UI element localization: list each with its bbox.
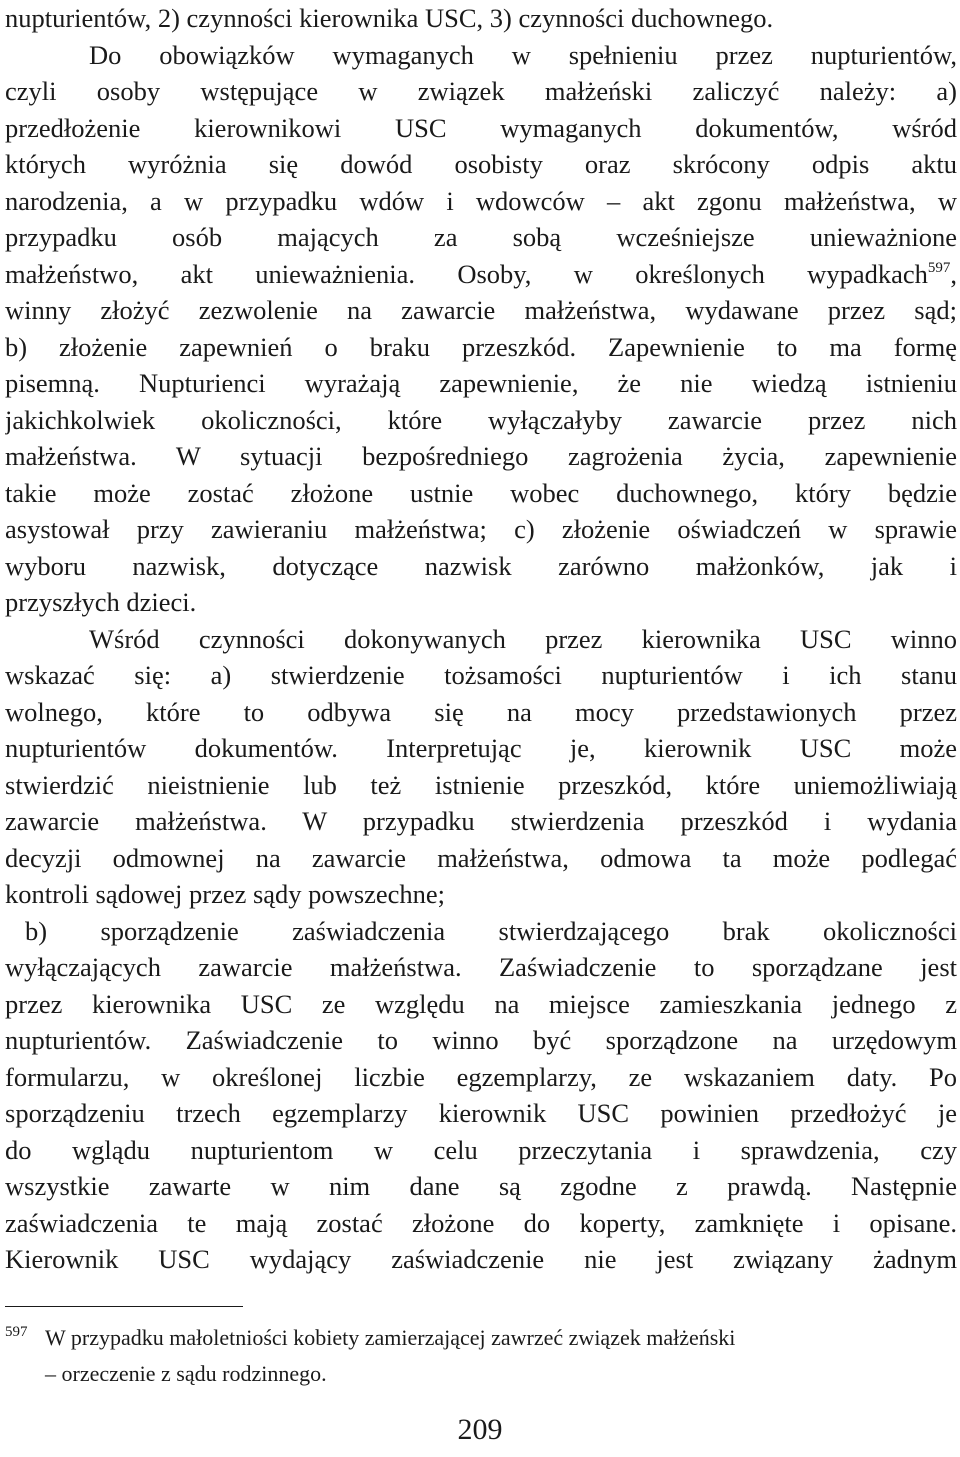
text-line: nupturientów. Zaświadczenie to winno być sporządzone na urzędowym [5, 1025, 957, 1055]
body-text [5, 0, 957, 1278]
text-line: przypadku osób mających za sobą wcześniejsze unieważnione [5, 222, 957, 252]
text-line: takie może zostać złożone ustnie wobec duchownego, który będzie [5, 477, 957, 508]
text-line: przedłożenie kierownikowi USC wymaganych dokumentów, wśród [5, 112, 957, 143]
page-number: 209 [457, 1413, 503, 1446]
text-line: kontroli sądowej przez sądy powszechne; [5, 879, 446, 909]
text-line-with-footnote-ref [5, 256, 957, 293]
footnote-line: W przypadku małoletniości kobiety zamierzającej zawrzeć związek małżeński [45, 1325, 736, 1350]
text-segment: małżeństwo, akt unieważnienia. Osoby, w określonych wypadkach [5, 258, 928, 289]
text-line: wolnego, które to odbywa się na mocy przedstawionych przez [5, 696, 957, 727]
text-line: Wśród czynności dokonywanych przez kierownika USC winno [89, 623, 957, 654]
text-line: zawarcie małżeństwa. W przypadku stwierdzenia przeszkód i wydania [5, 806, 957, 836]
text-line: wskazać się: a) stwierdzenie tożsamości nupturientów i ich stanu [5, 660, 957, 690]
text-line: zaświadczenia te mają zostać złożone do koperty, zamknięte i opisane. [5, 1207, 957, 1238]
text-line: Kierownik USC wydający zaświadczenie nie jest związany żadnym [5, 1244, 957, 1274]
text-line: przyszłych dzieci. [5, 587, 197, 617]
text-line: jakichkolwiek okoliczności, które wyłączałyby zawarcie przez nich [5, 404, 957, 435]
text-line: czyli osoby wstępujące w związek małżeński zaliczyć należy: a) [5, 76, 957, 106]
footnote-line: – orzeczenie z sądu rodzinnego. [45, 1361, 327, 1386]
text-line: formularzu, w określonej liczbie egzemplarzy, ze wskazaniem daty. Po [5, 1061, 957, 1092]
text-line: pisemną. Nupturienci wyrażają zapewnienie, że nie wiedzą istnieniu [5, 368, 957, 398]
text-line: wyboru nazwisk, dotyczące nazwisk zarówno małżonków, jak i [5, 550, 957, 581]
footnote [5, 1320, 957, 1392]
text-line: b) złożenie zapewnień o braku przeszkód. Zapewnienie to ma formę [5, 331, 957, 362]
text-line: nupturientów dokumentów. Interpretując je, kierownik USC może [5, 733, 957, 763]
text-line: decyzji odmownej na zawarcie małżeństwa, odmowa ta może podlegać [5, 842, 957, 873]
document-page [5, 0, 957, 1278]
text-line: b) sporządzenie zaświadczenia stwierdzającego brak okoliczności [25, 915, 957, 946]
footnote-reference[interactable]: 597 [927, 259, 951, 276]
text-line: Do obowiązków wymaganych w spełnieniu przez nupturientów, [89, 39, 957, 70]
text-line: stwierdzić nieistnienie lub też istnienie przeszkód, które uniemożliwiają [5, 769, 957, 800]
text-line: sporządzeniu trzech egzemplarzy kierownik USC powinien przedłożyć je [5, 1098, 957, 1128]
footnote-number: 597 [5, 1324, 28, 1340]
text-line: małżeństwa. W sytuacji bezpośredniego zagrożenia życia, zapewnienie [5, 441, 957, 471]
footnote-divider [5, 1306, 243, 1307]
text-line: winny złożyć zezwolenie na zawarcie małżeństwa, wydawane przez sąd; [5, 295, 957, 325]
text-line: nupturientów, 2) czynności kierownika USC, 3) czynności duchownego. [5, 3, 774, 33]
text-line: wszystkie zawarte w nim dane są zgodne z prawdą. Następnie [5, 1171, 957, 1201]
text-line: przez kierownika USC ze względu na miejsce zamieszkania jednego z [5, 988, 957, 1019]
text-line: narodzenia, a w przypadku wdów i wdowców – akt zgonu małżeństwa, w [5, 185, 957, 216]
text-line: do wglądu nupturientom w celu przeczytania i sprawdzenia, czy [5, 1134, 957, 1165]
text-segment: , [950, 258, 957, 289]
text-line: których wyróżnia się dowód osobisty oraz skrócony odpis aktu [5, 149, 957, 179]
text-line: wyłączających zawarcie małżeństwa. Zaświadczenie to sporządzane jest [5, 952, 957, 982]
text-line: asystował przy zawieraniu małżeństwa; c) złożenie oświadczeń w sprawie [5, 514, 957, 544]
